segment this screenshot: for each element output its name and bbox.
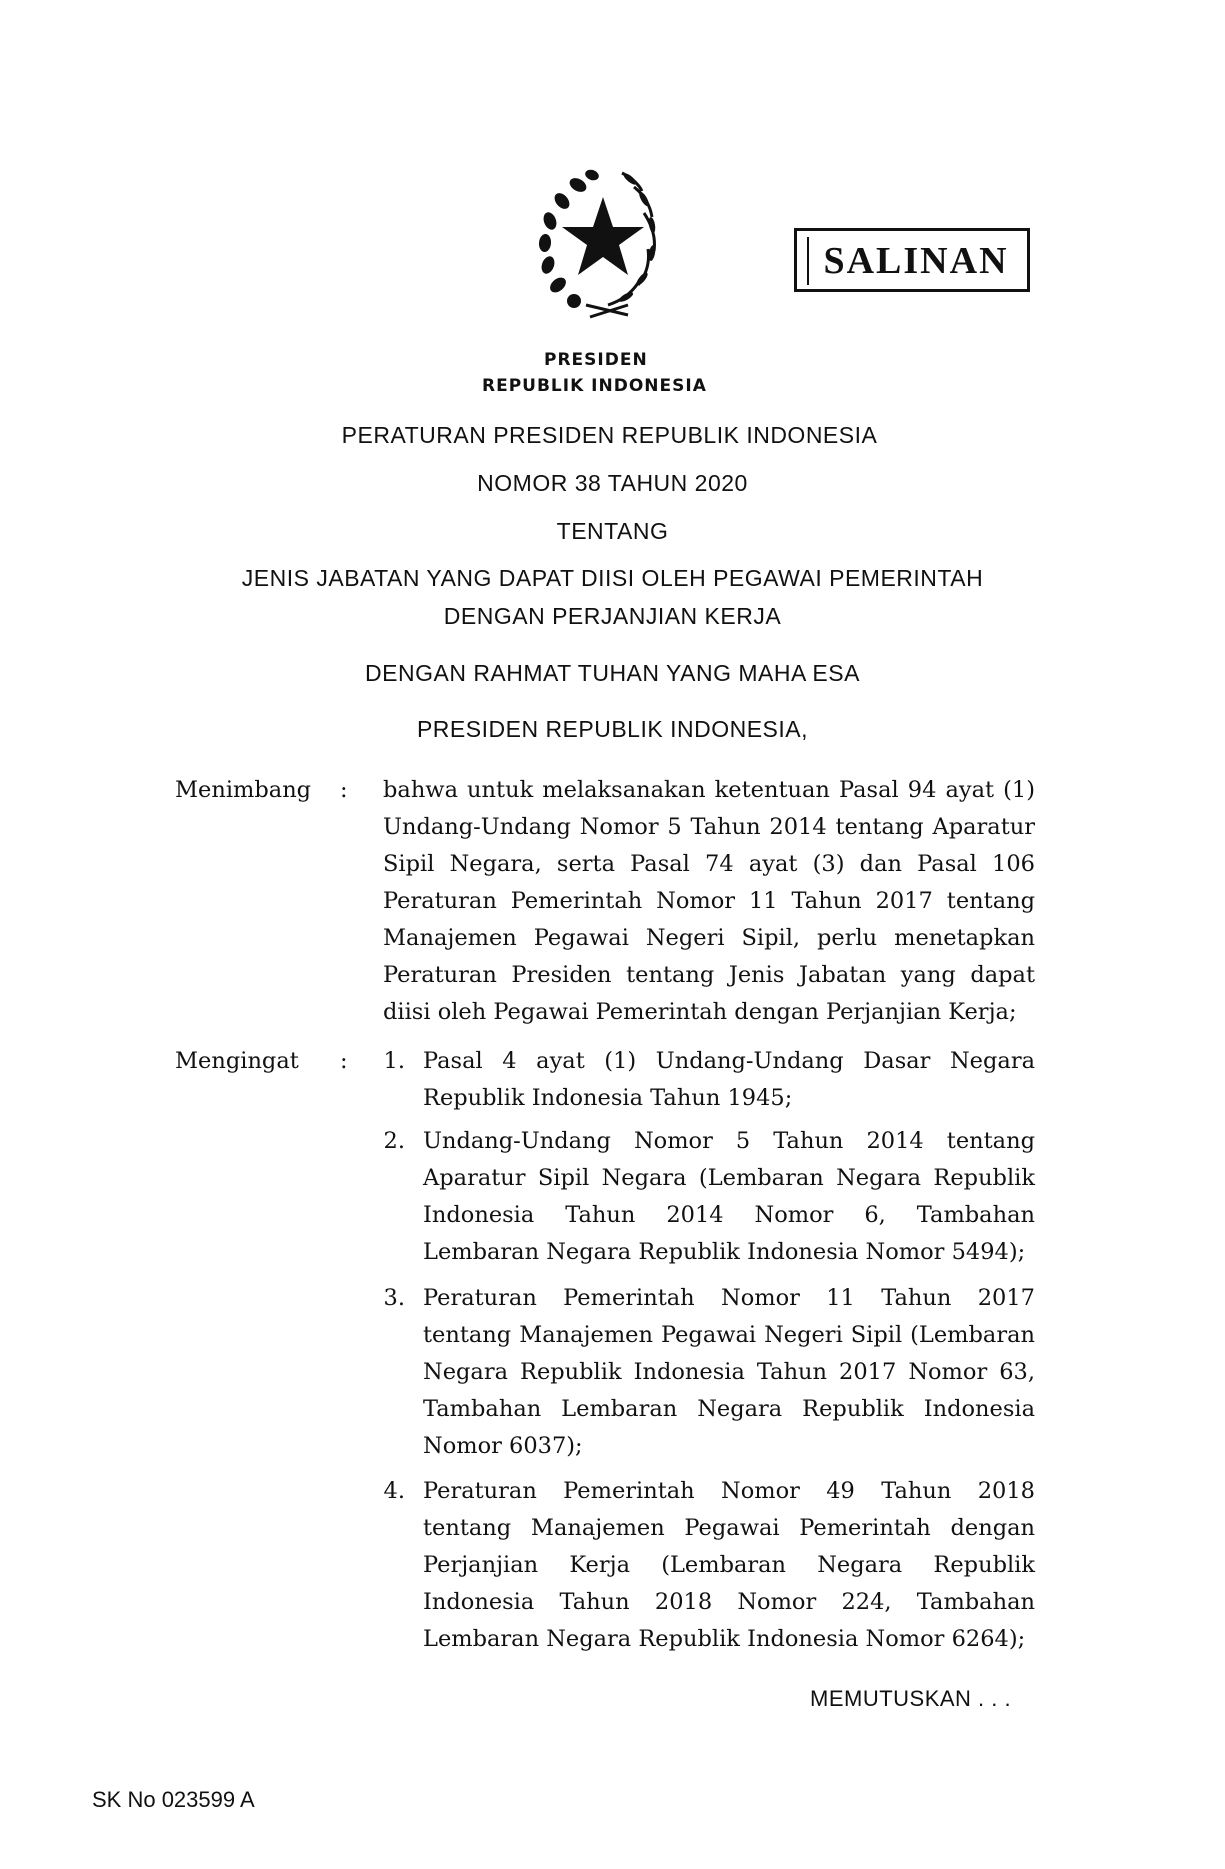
mengingat-line: Indonesia Tahun 2014 Nomor 6, Tambahan: [423, 1202, 1035, 1228]
mengingat-line: Pasal 4 ayat (1) Undang-Undang Dasar Negara: [423, 1048, 1035, 1074]
salinan-label: SALINAN: [807, 237, 1023, 285]
mengingat-line: Aparatur Sipil Negara (Lembaran Negara Republik: [423, 1165, 1035, 1191]
mengingat-label: Mengingat: [175, 1048, 299, 1074]
menimbang-colon: :: [340, 777, 348, 803]
mengingat-line: Peraturan Pemerintah Nomor 49 Tahun 2018: [423, 1478, 1035, 1504]
mengingat-line: Nomor 6037);: [423, 1433, 583, 1459]
menimbang-line: Peraturan Pemerintah Nomor 11 Tahun 2017 tentang: [383, 888, 1035, 914]
mengingat-line: Tambahan Lembaran Negara Republik Indonesia: [423, 1396, 1035, 1422]
mengingat-item-text: [423, 1280, 1035, 1465]
menimbang-label: Menimbang: [175, 777, 312, 803]
mengingat-item-text: [423, 1123, 1035, 1271]
regulation-tentang: TENTANG: [556, 518, 669, 544]
sk-number: SK No 023599 A: [92, 1787, 255, 1812]
mengingat-line: Perjanjian Kerja (Lembaran Negara Republik: [423, 1552, 1035, 1578]
mengingat-line: Republik Indonesia Tahun 1945;: [423, 1085, 793, 1111]
menimbang-line: Sipil Negara, serta Pasal 74 ayat (3) dan Pasal 106: [383, 851, 1035, 877]
menimbang-text: [383, 772, 1035, 1031]
invocation: DENGAN RAHMAT TUHAN YANG MAHA ESA: [365, 660, 860, 686]
mengingat-line: tentang Manajemen Pegawai Negeri Sipil (Lembaran: [423, 1322, 1035, 1348]
mengingat-line: Peraturan Pemerintah Nomor 11 Tahun 2017: [423, 1285, 1035, 1311]
menimbang-line: bahwa untuk melaksanakan ketentuan Pasal 94 ayat (1): [383, 777, 1035, 803]
mengingat-item-text: [423, 1043, 1035, 1117]
mengingat-item-number: 2.: [383, 1128, 405, 1154]
mengingat-item-number: 4.: [383, 1478, 405, 1504]
emblem-caption-presiden: PRESIDEN: [544, 350, 648, 370]
menimbang-line: Manajemen Pegawai Negeri Sipil, perlu menetapkan: [383, 925, 1035, 951]
menimbang-line: Peraturan Presiden tentang Jenis Jabatan yang dapat: [383, 962, 1035, 988]
mengingat-item-text: [423, 1473, 1035, 1658]
mengingat-line: Undang-Undang Nomor 5 Tahun 2014 tentang: [423, 1128, 1035, 1154]
regulation-subject-line2: DENGAN PERJANJIAN KERJA: [443, 603, 782, 629]
emblem-caption-republik: REPUBLIK INDONESIA: [482, 376, 707, 396]
mengingat-line: Indonesia Tahun 2018 Nomor 224, Tambahan: [423, 1589, 1035, 1615]
continuation-marker: MEMUTUSKAN . . .: [810, 1686, 1012, 1711]
mengingat-item-number: 1.: [383, 1048, 405, 1074]
mengingat-item-number: 3.: [383, 1285, 405, 1311]
menimbang-line: diisi oleh Pegawai Pemerintah dengan Perjanjian Kerja;: [383, 999, 1017, 1025]
menimbang-line: Undang-Undang Nomor 5 Tahun 2014 tentang Aparatur: [383, 814, 1035, 840]
regulation-number: NOMOR 38 TAHUN 2020: [477, 470, 748, 496]
salinan-stamp: [794, 228, 1030, 292]
garuda-emblem-icon: [530, 165, 680, 330]
president-heading: PRESIDEN REPUBLIK INDONESIA,: [416, 716, 809, 742]
mengingat-line: Lembaran Negara Republik Indonesia Nomor 6264);: [423, 1626, 1026, 1652]
mengingat-colon: :: [340, 1048, 348, 1074]
mengingat-line: tentang Manajemen Pegawai Pemerintah dengan: [423, 1515, 1035, 1541]
mengingat-line: Lembaran Negara Republik Indonesia Nomor 5494);: [423, 1239, 1026, 1265]
regulation-title: PERATURAN PRESIDEN REPUBLIK INDONESIA: [341, 422, 878, 448]
regulation-subject-line1: JENIS JABATAN YANG DAPAT DIISI OLEH PEGAWAI PEMERINTAH: [241, 565, 984, 591]
mengingat-line: Negara Republik Indonesia Tahun 2017 Nomor 63,: [423, 1359, 1035, 1385]
